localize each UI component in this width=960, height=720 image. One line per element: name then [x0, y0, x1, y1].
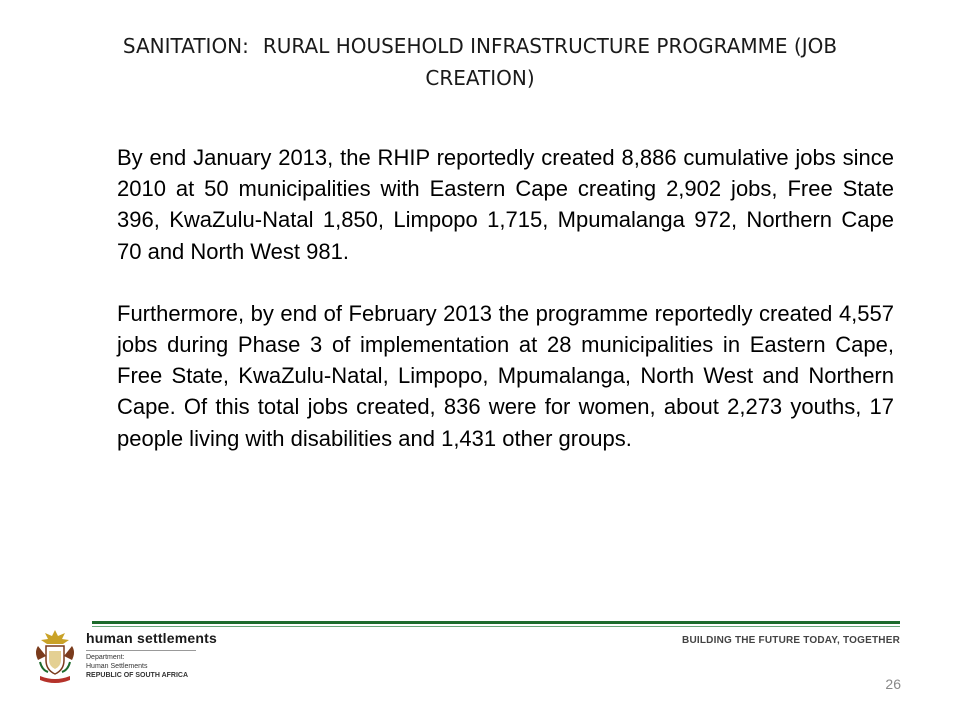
paragraph-2: Furthermore, by end of February 2013 the programme reportedly created 4,557 jobs during Phase 3 of implementation at 28 municipalities in Eastern Cape, Free State, KwaZulu-Natal, Limpopo, Mpumalanga, North West and Northern Cape. Of this total jobs created, 836 were for women, about 2,273 youths, 17 people living with disabilities and 1,431 other groups.	[117, 300, 894, 451]
title-part-2: RURAL HOUSEHOLD INFRASTRUCTURE PROGRAMME (JOB	[262, 34, 838, 58]
title-line-1	[60, 30, 900, 62]
footer-tagline: BUILDING THE FUTURE TODAY, TOGETHER	[682, 635, 900, 646]
footer-rule	[92, 621, 900, 624]
coat-of-arms-icon	[32, 626, 78, 686]
footer-rule-thin	[92, 626, 900, 627]
page-number: 26	[885, 676, 901, 692]
dept-line-1: Department:	[86, 654, 125, 661]
slide-title	[60, 30, 900, 94]
department-block	[86, 653, 188, 680]
slide-body	[117, 142, 894, 454]
title-part-1: SANITATION:	[122, 34, 249, 58]
dept-divider	[86, 650, 196, 651]
brand-name: human settlements	[86, 630, 217, 646]
title-line-2: CREATION)	[425, 66, 535, 90]
dept-line-3: REPUBLIC OF SOUTH AFRICA	[86, 672, 189, 679]
dept-line-2: Human Settlements	[86, 663, 148, 670]
paragraph-1: By end January 2013, the RHIP reportedly created 8,886 cumulative jobs since 2010 at 50 municipalities with Eastern Cape creating 2,902 jobs, Free State 396, KwaZulu-Natal 1,850, Limpopo 1,715, Mpumalanga 972, Northern Cape 70 and North West 981.	[117, 145, 894, 264]
